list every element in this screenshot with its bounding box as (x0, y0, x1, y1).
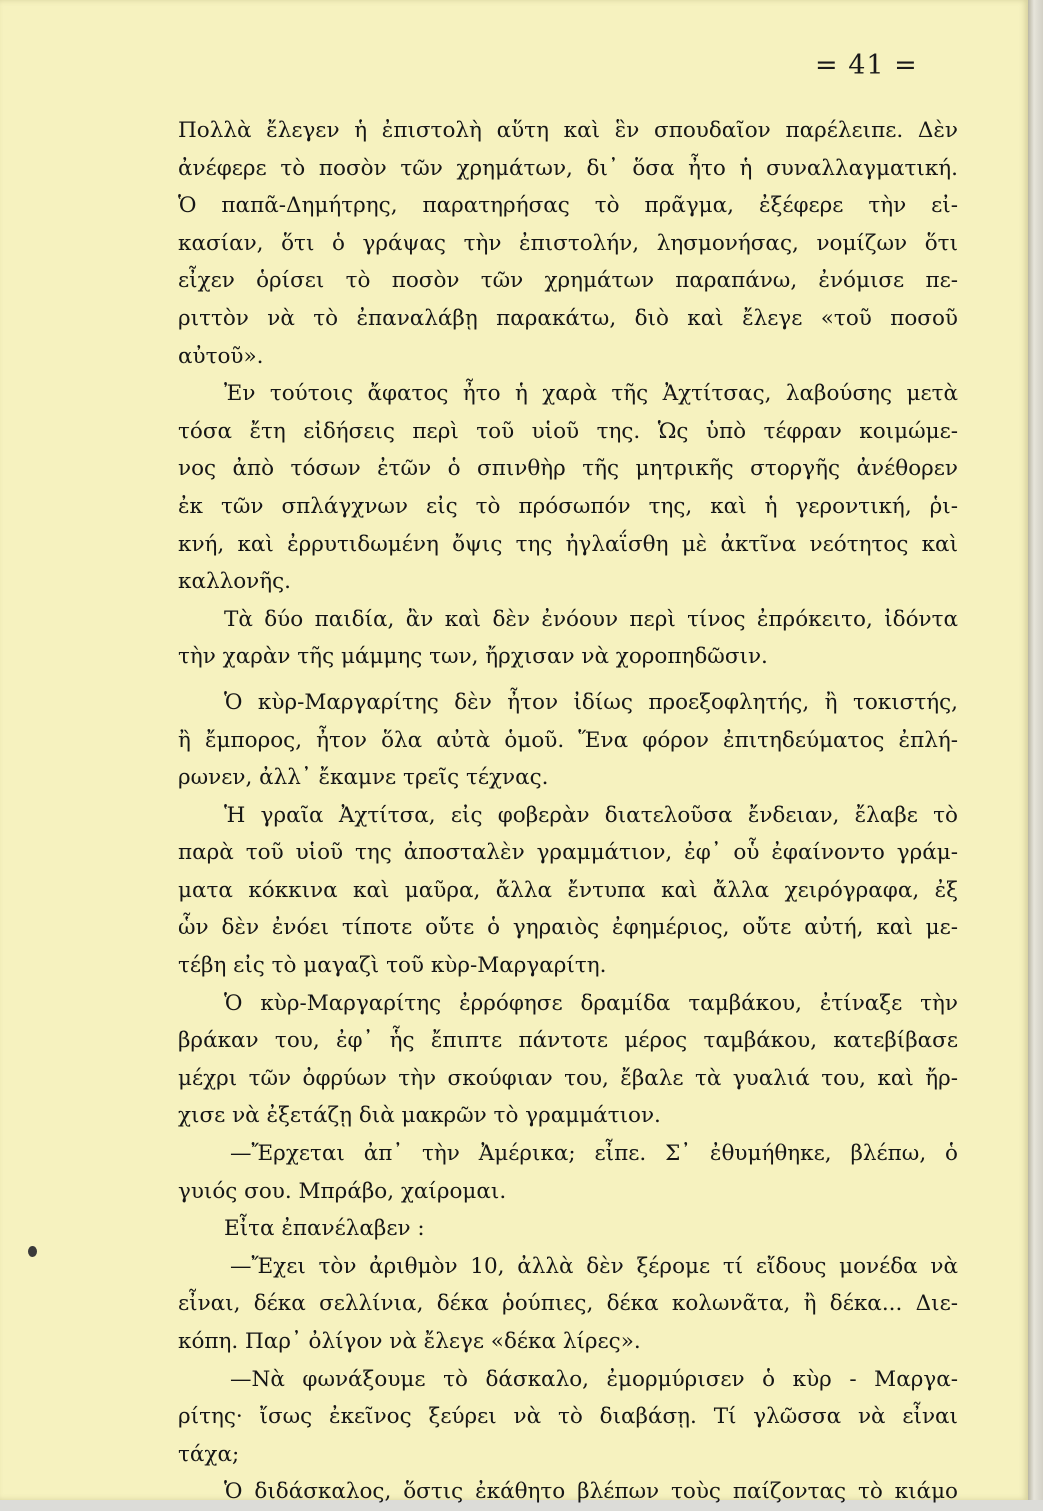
text-line: παρὰ τοῦ υἱοῦ της ἀποσταλὲν γραμμάτιον, ἐφ᾽ οὗ ἐφαίνοντο γράμ- (178, 840, 958, 866)
text-line: ρίτης· ἴσως ἐκεῖνος ξεύρει νὰ τὸ διαβάσῃ. Τί γλῶσσα νὰ εἶναι (178, 1404, 958, 1430)
text-line: Ἡ γραῖα Ἀχτίτσα, εἰς φοβερὰν διατελοῦσα ἔνδειαν, ἔλαβε τὸ (224, 802, 958, 828)
text-line: Ὁ παπᾶ-Δημήτρης, παρατηρήσας τὸ πρᾶγμα, ἐξέφερε τὴν εἰ- (178, 193, 958, 219)
text-line: τὴν χαρὰν τῆς μάμμης των, ἤρχισαν νὰ χοροπηδῶσιν. (178, 644, 768, 670)
text-line: —Ἔχει τὸν ἀριθμὸν 10, ἀλλὰ δὲν ξέρομε τί εἴδους μονέδα νὰ (230, 1253, 958, 1279)
text-line: Εἶτα ἐπανέλαβεν : (224, 1216, 425, 1242)
text-line: ὧν δὲν ἐνόει τίποτε οὔτε ὁ γηραιὸς ἐφημέριος, οὔτε αὐτή, καὶ με- (178, 915, 958, 941)
text-line: εἶχεν ὁρίσει τὸ ποσὸν τῶν χρημάτων παραπάνω, ἐνόμισε πε- (178, 268, 958, 294)
text-line: καλλονῆς. (178, 569, 291, 595)
text-line: ριττὸν νὰ τὸ ἐπαναλάβῃ παρακάτω, διὸ καὶ ἔλεγε «τοῦ ποσοῦ (178, 305, 958, 331)
paragraph-gap (178, 676, 958, 684)
text-line: ἀνέφερε τὸ ποσὸν τῶν χρημάτων, δι᾽ ὅσα ἦτο ἡ συναλλαγματική. (178, 155, 958, 181)
text-line: ἐκ τῶν σπλάγχνων εἰς τὸ πρόσωπόν της, καὶ ἡ γεροντική, ῥι- (178, 493, 958, 519)
text-line: Ἐν τούτοις ἄφατος ἦτο ἡ χαρὰ τῆς Ἀχτίτσας, λαβούσης μετὰ (224, 381, 958, 407)
text-line: μέχρι τῶν ὀφρύων τὴν σκούφιαν του, ἔβαλε τὰ γυαλιά του, καὶ ἤρ- (178, 1065, 958, 1091)
text-line: εἶναι, δέκα σελλίνια, δέκα ῥούπιες, δέκα κολωνᾶτα, ἢ δέκα... Διε- (178, 1291, 958, 1317)
page-edge (1028, 0, 1043, 1500)
text-line: Ὁ διδάσκαλος, ὅστις ἐκάθητο βλέπων τοὺς παίζοντας τὸ κιάμο (224, 1479, 958, 1505)
text-line: νος ἀπὸ τόσων ἐτῶν ὁ σπινθὴρ τῆς μητρικῆς στοργῆς ἀνέθορεν (178, 456, 958, 482)
text-line: ρωνεν, ἀλλ᾽ ἔκαμνε τρεῖς τέχνας. (178, 765, 549, 791)
text-line: κνή, καὶ ἐρρυτιδωμένη ὄψις της ἠγλαΐσθη μὲ ἀκτῖνα νεότητος καὶ (178, 531, 958, 557)
text-line: τέβη εἰς τὸ μαγαζὶ τοῦ κὺρ-Μαργαρίτη. (178, 953, 607, 979)
text-line: ματα κόκκινα καὶ μαῦρα, ἄλλα ἔντυπα καὶ ἄλλα χειρόγραφα, ἐξ (178, 877, 958, 903)
body-text (178, 112, 958, 1511)
text-line: χισε νὰ ἐξετάζῃ διὰ μακρῶν τὸ γραμμάτιον. (178, 1103, 661, 1129)
text-line: τόσα ἔτη εἰδήσεις περὶ τοῦ υἱοῦ της. Ὡς ὑπὸ τέφραν κοιμώμε- (178, 418, 958, 444)
text-line: ἢ ἔμπορος, ἦτον ὅλα αὐτὰ ὁμοῦ. Ἕνα φόρον ἐπιτηδεύματος ἐπλή- (178, 727, 958, 753)
text-line: τάχα; (178, 1441, 240, 1467)
text-line: Πολλὰ ἔλεγεν ἡ ἐπιστολὴ αὕτη καὶ ἓν σπουδαῖον παρέλειπε. Δὲν (178, 118, 958, 143)
page-number: = 41 = (815, 50, 918, 81)
text-line: —Νὰ φωνάξουμε τὸ δάσκαλο, ἐμορμύρισεν ὁ κὺρ - Μαργα- (230, 1366, 958, 1392)
text-line: —Ἔρχεται ἀπ᾽ τὴν Ἀμέρικα; εἶπε. Σ᾽ ἐθυμήθηκε, βλέπω, ὁ (230, 1141, 958, 1167)
text-line: κασίαν, ὅτι ὁ γράψας τὴν ἐπιστολήν, λησμονήσας, νομίζων ὅτι (178, 230, 958, 256)
text-line: γυιός σου. Μπράβο, χαίρομαι. (178, 1178, 507, 1204)
text-line: βράκαν του, ἐφ᾽ ἧς ἔπιπτε πάντοτε μέρος ταμβάκου, κατεβίβασε (178, 1028, 958, 1054)
ink-spot (28, 1246, 37, 1257)
text-line: Τὰ δύο παιδία, ἂν καὶ δὲν ἐνόουν περὶ τίνος ἐπρόκειτο, ἰδόντα (224, 606, 958, 632)
text-line: αὐτοῦ». (178, 343, 264, 369)
text-line: Ὁ κὺρ-Μαργαρίτης ἐρρόφησε δραμίδα ταμβάκου, ἐτίναξε τὴν (224, 990, 958, 1016)
text-line: Ὁ κὺρ-Μαργαρίτης δὲν ἦτον ἰδίως προεξοφλητής, ἢ τοκιστής, (224, 689, 958, 715)
text-line: κόπη. Παρ᾽ ὀλίγον νὰ ἔλεγε «δέκα λίρες». (178, 1329, 641, 1354)
